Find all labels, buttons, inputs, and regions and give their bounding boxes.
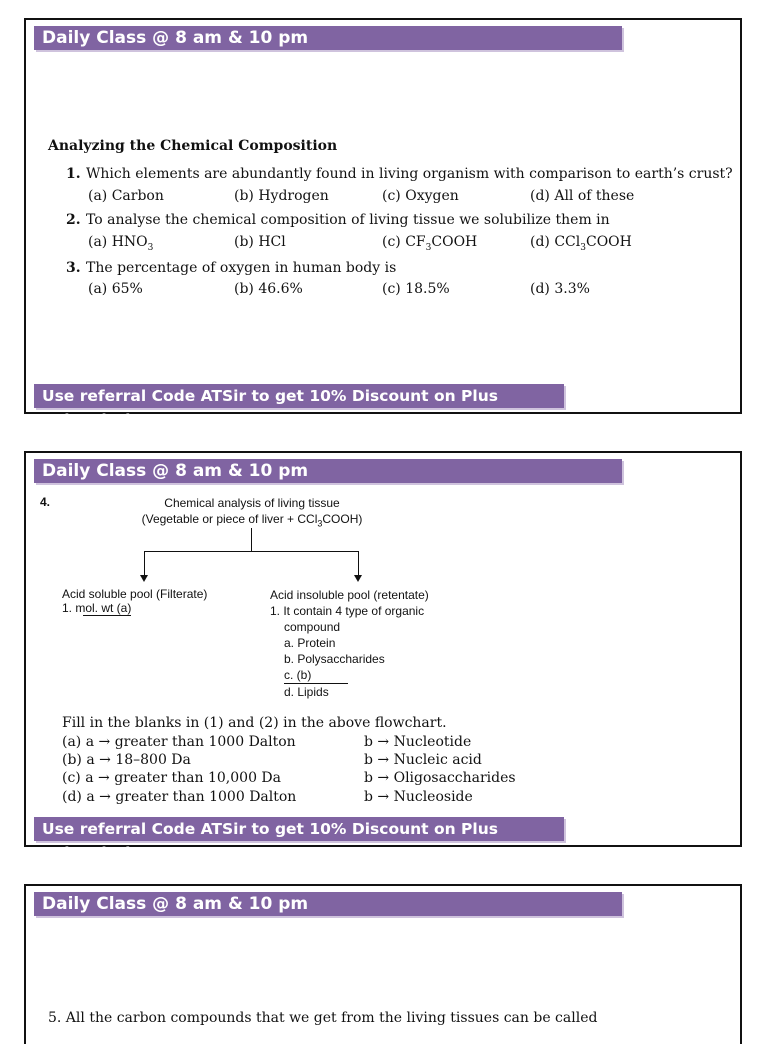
- question-number: 4.: [40, 495, 51, 509]
- root-line-1: Chemical analysis of living tissue: [164, 496, 340, 510]
- question-text: To analyse the chemical composition of living tissue we solubilize them in: [86, 212, 610, 228]
- slide-3: [24, 884, 742, 1044]
- left-item: 1. mol. wt (a): [62, 601, 132, 615]
- referral-banner: Use referral Code ATSir to get 10% Discount on Plus Subscription: [34, 817, 564, 841]
- right-item-5: c. (b): [270, 667, 429, 684]
- right-item-2: compound: [284, 620, 341, 634]
- connector-left: [144, 551, 145, 575]
- option-c: (c) Oxygen: [382, 188, 459, 204]
- answer-option-a: (a) a → greater than 1000 Dalton b → Nucleotide: [62, 734, 472, 750]
- fill-prompt: Fill in the blanks in (1) and (2) in the above flowchart.: [62, 715, 447, 731]
- acid-insoluble-pool: [270, 587, 429, 700]
- root-line-2: (Vegetable or piece of liver + CCl$_3$COOH): [141, 512, 363, 529]
- connector-horizontal: [144, 551, 359, 552]
- question-2: [66, 212, 610, 228]
- option-c: (c) $CF_3COOH$: [382, 234, 478, 253]
- referral-banner: Use referral Code ATSir to get 10% Discount on Plus Subscription: [34, 384, 564, 408]
- option-a: (a) Carbon: [88, 188, 164, 204]
- daily-class-banner: Daily Class @ 8 am & 10 pm: [34, 892, 622, 916]
- option-c: (c) 18.5%: [382, 281, 450, 297]
- right-item-6: d. Lipids: [284, 685, 329, 699]
- option-d: (d) All of these: [530, 188, 635, 204]
- question-text: The percentage of oxygen in human body is: [86, 260, 397, 276]
- answer-option-d: (d) a → greater than 1000 Dalton b → Nucleoside: [62, 789, 473, 805]
- connector-right: [358, 551, 359, 575]
- section-title: Analyzing the Chemical Composition: [48, 138, 338, 154]
- question-number: 1.: [66, 166, 81, 182]
- question-5: 5. All the carbon compounds that we get from the living tissues can be called: [48, 1010, 598, 1026]
- right-item-3: a. Protein: [284, 636, 336, 650]
- right-item-1: 1. It contain 4 type of organic: [270, 604, 425, 618]
- answer-option-c: (c) a → greater than 10,000 Da b → Oligosaccharides: [62, 770, 516, 786]
- option-b: (b) 46.6%: [234, 281, 303, 297]
- question-number: 3.: [66, 260, 81, 276]
- answer-option-b: (b) a → 18–800 Da b → Nucleic acid: [62, 752, 482, 768]
- flowchart-root: [120, 495, 384, 531]
- right-item-4: b. Polysaccharides: [284, 652, 385, 666]
- acid-soluble-pool: [62, 587, 207, 616]
- connector-vertical: [251, 528, 252, 551]
- option-d: (d) 3.3%: [530, 281, 590, 297]
- option-a: (a) $HNO_3$: [88, 234, 154, 253]
- daily-class-banner: Daily Class @ 8 am & 10 pm: [34, 26, 622, 50]
- question-number: 2.: [66, 212, 81, 228]
- question-text: Which elements are abundantly found in living organism with comparison to earth’s crust?: [86, 166, 733, 182]
- arrow-down-icon: [140, 575, 148, 582]
- daily-class-banner: Daily Class @ 8 am & 10 pm: [34, 459, 622, 483]
- arrow-down-icon: [354, 575, 362, 582]
- right-title: Acid insoluble pool (retentate): [270, 588, 429, 602]
- slide-1: [24, 18, 742, 429]
- question-1: [66, 166, 733, 182]
- option-a: (a) 65%: [88, 281, 143, 297]
- left-title: Acid soluble pool (Filterate): [62, 587, 208, 601]
- option-b: (b) Hydrogen: [234, 188, 329, 204]
- option-d: (d) CCl$_3$COOH: [530, 234, 632, 253]
- slide-2: [24, 451, 742, 862]
- option-b: (b) HCl: [234, 234, 286, 250]
- question-3: [66, 260, 396, 276]
